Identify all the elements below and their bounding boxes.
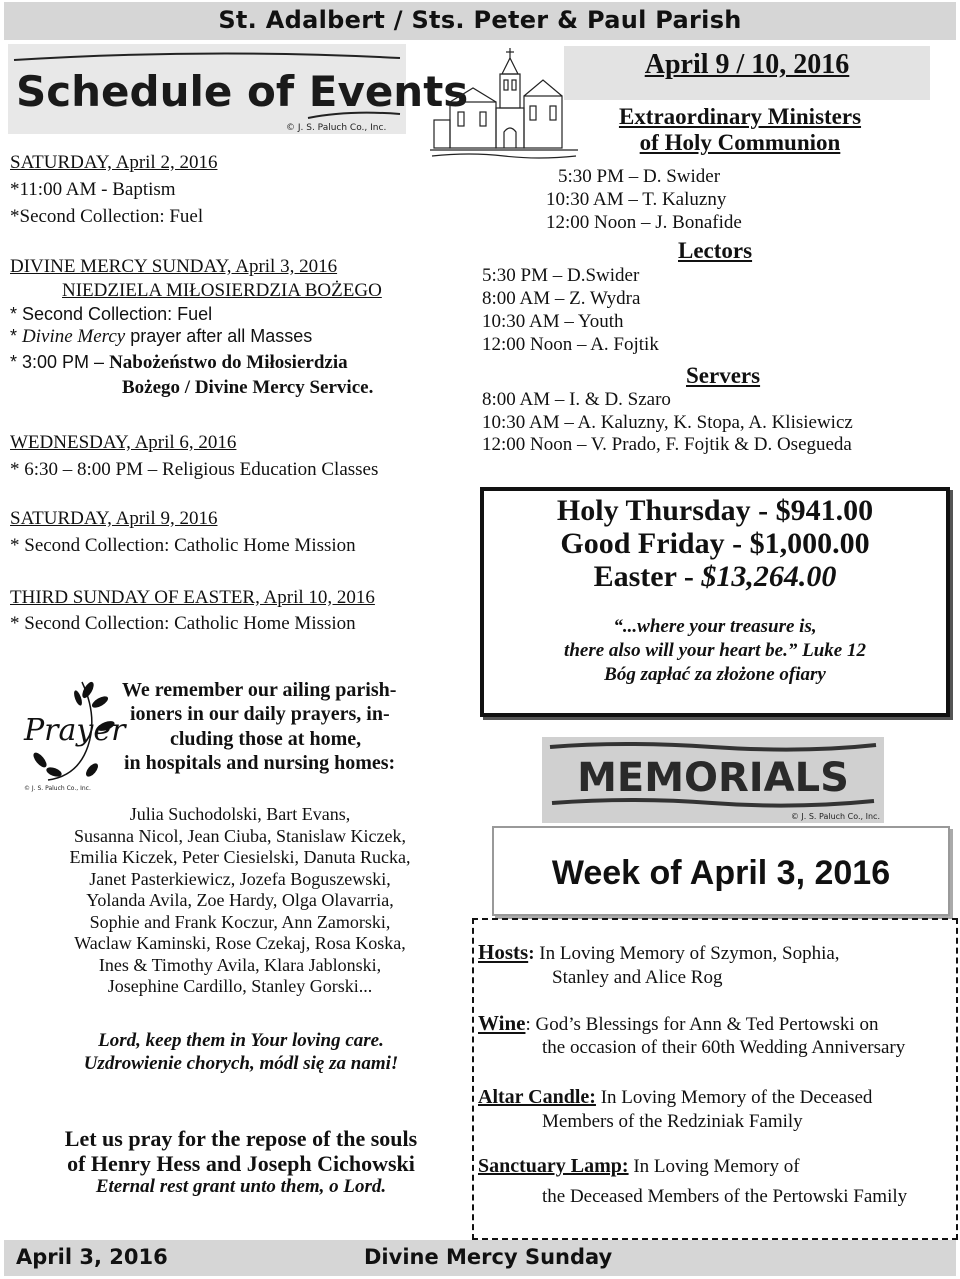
names-line: Emilia Kiczek, Peter Ciesielski, Danuta Rucka, bbox=[69, 847, 411, 867]
sat-apr9-heading: SATURDAY, April 9, 2016 bbox=[10, 508, 218, 529]
prayer-intro-line3: cluding those at home, bbox=[170, 728, 362, 750]
hosts-line2: Stanley and Alice Rog bbox=[552, 967, 723, 988]
church-drawing bbox=[430, 44, 578, 162]
bulletin-date: April 9 / 10, 2016 bbox=[644, 49, 850, 80]
holy-thursday-amount: Holy Thursday - $941.00 bbox=[556, 494, 874, 527]
wed-religious-ed: * 6:30 – 8:00 PM – Religious Education Classes bbox=[10, 459, 379, 480]
third-sunday-heading: THIRD SUNDAY OF EASTER, April 10, 2016 bbox=[10, 587, 375, 608]
server-item: 8:00 AM – I. & D. Szaro bbox=[482, 389, 671, 410]
week-title: Week of April 3, 2016 bbox=[551, 854, 891, 892]
sanctuary-line1: Sanctuary Lamp: In Loving Memory of bbox=[478, 1155, 800, 1177]
sanctuary-line2: the Deceased Members of the Pertowski Family bbox=[542, 1186, 908, 1207]
lector-item: 5:30 PM – D.Swider bbox=[482, 265, 640, 286]
lector-item: 12:00 Noon – A. Fojtik bbox=[482, 334, 659, 355]
em-heading bbox=[560, 104, 920, 156]
lectors-heading: Lectors bbox=[678, 238, 753, 263]
wine-line2: the occasion of their 60th Wedding Anniversary bbox=[542, 1037, 906, 1058]
dm-service: * 3:00 PM – Nabożeństwo do Miłosierdzia bbox=[10, 352, 348, 373]
wed-heading: WEDNESDAY, April 6, 2016 bbox=[10, 432, 237, 453]
divine-mercy-heading: DIVINE MERCY SUNDAY, April 3, 2016 bbox=[10, 256, 338, 277]
quote-line2: there also will your heart be.” Luke 12 bbox=[564, 640, 866, 661]
names-line: Ines & Timothy Avila, Klara Jablonski, bbox=[98, 954, 382, 975]
prayer-graphic-credit: © J. S. Paluch Co., Inc. bbox=[24, 785, 91, 792]
em-item: 12:00 Noon – J. Bonafide bbox=[546, 212, 742, 233]
hosts-line1: Hosts: In Loving Memory of Szymon, Sophia, bbox=[478, 940, 840, 964]
lector-item: 8:00 AM – Z. Wydra bbox=[482, 288, 641, 309]
prayer-graphic-word: Prayer bbox=[24, 713, 126, 748]
sat-apr9-collection: * Second Collection: Catholic Home Mission bbox=[10, 535, 356, 556]
closing-line-polish: Uzdrowienie chorych, módl się za nami! bbox=[83, 1053, 399, 1074]
prayer-intro-line1: We remember our ailing parish- bbox=[122, 679, 397, 701]
altar-line2: Members of the Redziniak Family bbox=[542, 1111, 803, 1132]
footer-title: Divine Mercy Sunday bbox=[364, 1245, 613, 1269]
em-heading-line2: of Holy Communion bbox=[639, 130, 841, 155]
quote-line1: “...where your treasure is, bbox=[613, 616, 817, 637]
sat-apr2-collection: *Second Collection: Fuel bbox=[10, 206, 204, 227]
schedule-of-events-logo bbox=[8, 44, 469, 134]
memorials-logo bbox=[542, 737, 884, 823]
dm-prayer: * Divine Mercy prayer after all Masses bbox=[10, 326, 313, 347]
names-line: Josephine Cardillo, Stanley Gorski... bbox=[107, 976, 373, 996]
schedule-logo-credit: © J. S. Paluch Co., Inc. bbox=[286, 123, 387, 133]
altar-line1: Altar Candle: In Loving Memory of the Deceased bbox=[478, 1086, 873, 1108]
easter-amount: Easter - $13,264.00 bbox=[593, 560, 837, 593]
prayer-intro-line4: in hospitals and nursing homes: bbox=[124, 752, 396, 774]
server-item: 10:30 AM – A. Kaluzny, K. Stopa, A. Klisiewicz bbox=[482, 412, 853, 433]
quote-line3: Bóg zapłać za złożone ofiary bbox=[604, 664, 826, 685]
schedule-logo-title: Schedule of Events bbox=[16, 67, 469, 116]
dm-collection: * Second Collection: Fuel bbox=[10, 304, 213, 324]
sat-apr2-baptism: *11:00 AM - Baptism bbox=[10, 179, 176, 200]
good-friday-amount: Good Friday - $1,000.00 bbox=[560, 527, 870, 560]
memorials-logo-credit: © J. S. Paluch Co., Inc. bbox=[790, 812, 880, 821]
sat-apr2-heading: SATURDAY, April 2, 2016 bbox=[10, 152, 218, 173]
third-sunday-collection: * Second Collection: Catholic Home Mission bbox=[10, 613, 356, 634]
repose-prayer bbox=[0, 1126, 482, 1198]
names-line: Janet Pasterkiewicz, Jozefa Boguszewski, bbox=[89, 868, 391, 889]
names-line: Julia Suchodolski, Bart Evans, bbox=[129, 804, 351, 824]
em-heading-line1: Extraordinary Ministers bbox=[618, 104, 862, 129]
lector-item: 10:30 AM – Youth bbox=[482, 311, 624, 332]
prayer-graphic bbox=[18, 676, 124, 794]
names-line: Sophie and Frank Koczur, Ann Zamorski, bbox=[89, 911, 391, 932]
niedziela-heading: NIEDZIELA MIŁOSIERDZIA BOŻEGO bbox=[62, 280, 382, 301]
names-line: Waclaw Kaminski, Rose Czekaj, Rosa Koska, bbox=[74, 933, 406, 953]
repose-line3: Eternal rest grant unto them, o Lord. bbox=[95, 1176, 387, 1197]
repose-line1: Let us pray for the repose of the souls bbox=[64, 1126, 418, 1151]
memorials-logo-word: MEMORIALS bbox=[577, 755, 849, 801]
closing-line-english: Lord, keep them in Your loving care. bbox=[98, 1030, 384, 1051]
names-line: Susanna Nicol, Jean Ciuba, Stanislaw Kiczek, bbox=[74, 825, 406, 846]
em-item: 5:30 PM – D. Swider bbox=[558, 166, 721, 187]
repose-line2: of Henry Hess and Joseph Cichowski bbox=[67, 1151, 415, 1176]
closing-prayer bbox=[0, 1029, 482, 1075]
prayer-intro-line2: ioners in our daily prayers, in- bbox=[130, 703, 390, 725]
footer-date: April 3, 2016 bbox=[16, 1245, 168, 1269]
ailing-names-list bbox=[0, 804, 480, 998]
parish-name: St. Adalbert / Sts. Peter & Paul Parish bbox=[218, 6, 742, 34]
dm-service-cont: Bożego / Divine Mercy Service. bbox=[122, 377, 374, 398]
servers-heading: Servers bbox=[686, 363, 761, 388]
em-item: 10:30 AM – T. Kaluzny bbox=[546, 189, 727, 210]
wine-line1: Wine: God’s Blessings for Ann & Ted Pertowski on bbox=[478, 1011, 879, 1035]
names-line: Yolanda Avila, Zoe Hardy, Olga Olavarria, bbox=[86, 890, 394, 910]
server-item: 12:00 Noon – V. Prado, F. Fojtik & D. Osegueda bbox=[482, 434, 852, 455]
